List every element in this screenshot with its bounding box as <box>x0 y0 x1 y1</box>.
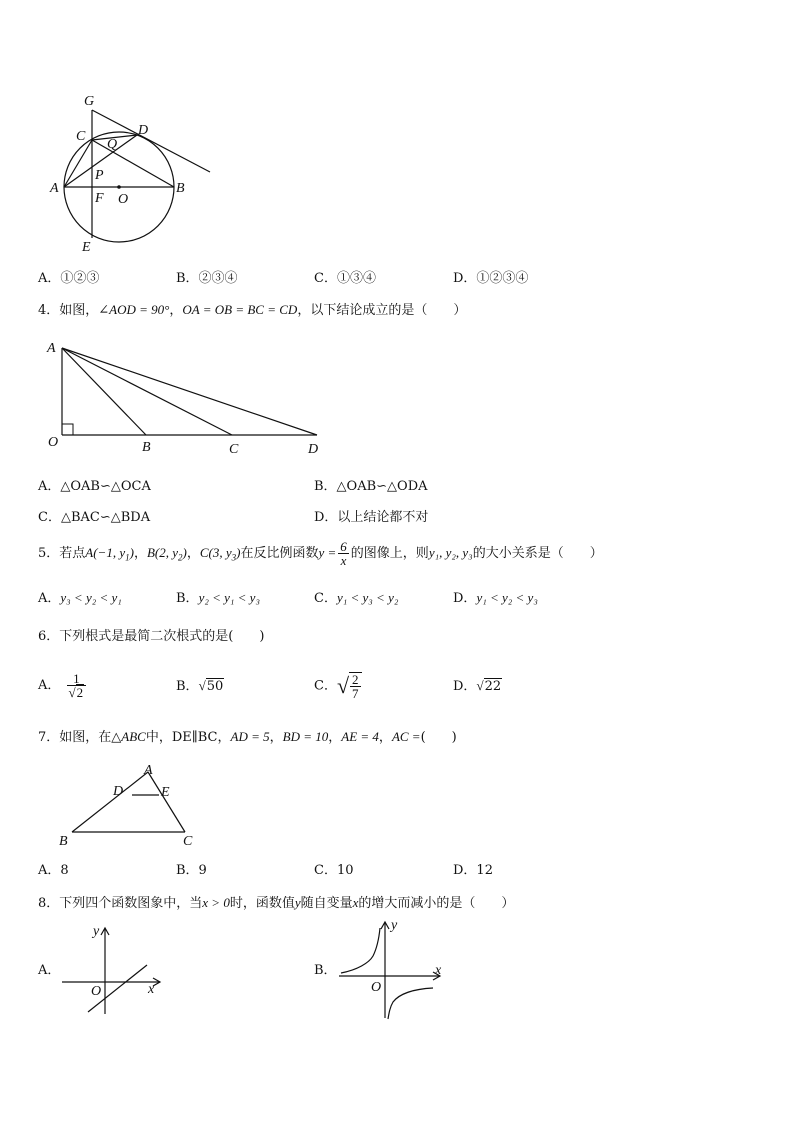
q8b-label-O: O <box>371 980 382 995</box>
q3-label-Q: Q <box>107 137 118 152</box>
q4-label-A: A <box>47 341 56 356</box>
q8a-label-O: O <box>91 984 102 999</box>
q3-label-A: A <box>50 181 59 196</box>
q3-label-D: D <box>138 123 149 138</box>
q6-option-a[interactable]: A． $\frac{1}{√2}$ <box>38 666 88 710</box>
q6-option-d[interactable]: D．√22 <box>453 678 502 694</box>
q5-sep-2: ， <box>186 546 200 561</box>
q8-option-a[interactable]: A． <box>38 963 61 978</box>
q4-option-c[interactable]: C．△BAC∽△BDA <box>38 510 151 525</box>
q7-label-C: C <box>183 834 193 849</box>
q4-sep: ， <box>169 303 183 318</box>
q4-tail: ，以下结论成立的是（ ） <box>297 303 467 318</box>
q4-option-d[interactable]: D．以上结论都不对 <box>314 510 429 525</box>
q4-label-B: B <box>142 440 151 455</box>
q4-label-D: D <box>308 442 319 457</box>
q6-stem: 6．下列根式是最简二次根式的是( ) <box>38 629 265 644</box>
q5-func: y = <box>318 545 337 560</box>
q7-triangle-figure <box>50 760 210 852</box>
q3-label-B: B <box>176 181 185 196</box>
q5-point-B: B(2, $y_2$) <box>146 545 187 563</box>
q8-graph-b[interactable] <box>335 918 450 1023</box>
q6-option-b[interactable]: B．√50 <box>176 678 224 694</box>
q5-stem <box>38 538 603 573</box>
q4-num: 4．如图， <box>38 303 99 318</box>
q5-vars: y₁, y₂, y₃ <box>428 545 473 560</box>
q3-option-a[interactable]: A．①②③ <box>38 271 100 286</box>
q4-stem <box>38 302 466 319</box>
q8-option-b[interactable]: B． <box>314 963 337 978</box>
q3-label-G: G <box>84 94 95 109</box>
q7-label-E: E <box>161 785 170 800</box>
q5-point-A: A(−1, $y_1$) <box>85 545 134 563</box>
q5-tail2: 的大小关系是（ ） <box>472 546 603 561</box>
q5-point-C: C(3, $y_3$) <box>199 545 241 563</box>
q7-stem: 7．如图，在△ABC中，DE∥BC，AD = 5，BD = 10，AE = 4，AC =( ) <box>38 729 457 745</box>
q3-option-c[interactable]: C．①③④ <box>314 271 376 286</box>
q5-sep-1: ， <box>133 546 147 561</box>
q5-tail1: 的图像上，则 <box>350 546 429 561</box>
q8b-label-y: y <box>391 918 398 933</box>
q5-option-b[interactable]: B．y₂ < y₁ < y₃ <box>176 590 260 606</box>
q7-option-d[interactable]: D．12 <box>453 863 493 878</box>
q6-b-radicand: 50 <box>206 679 224 694</box>
q3-circle-figure <box>45 88 220 258</box>
q3-label-E: E <box>82 240 91 255</box>
q8-graph-a[interactable] <box>60 922 170 1017</box>
q3-label-C: C <box>76 129 86 144</box>
q4-triangle-figure <box>42 338 332 460</box>
q7-option-c[interactable]: C．10 <box>314 863 354 878</box>
q4-option-a[interactable]: A．△OAB∽△OCA <box>38 479 151 494</box>
q7-label-D: D <box>113 784 124 799</box>
q4-option-b[interactable]: B．△OAB∽△ODA <box>314 479 428 494</box>
q4-label-C: C <box>229 442 239 457</box>
q4-cond-segments: OA = OB = BC = CD <box>182 302 298 317</box>
q3-option-d[interactable]: D．①②③④ <box>453 271 529 286</box>
q5-option-d[interactable]: D．y₁ < y₂ < y₃ <box>453 590 538 606</box>
q7-label-A: A <box>144 763 153 778</box>
q5-fraction: $\frac{6}{x}$ <box>340 539 347 568</box>
q7-option-a[interactable]: A．8 <box>38 863 69 878</box>
q6-option-c[interactable]: C．√ $\frac{2}{7}$ <box>314 666 364 710</box>
q3-label-O: O <box>118 192 129 207</box>
q3-label-P: P <box>95 168 104 183</box>
q5-option-c[interactable]: C．y₁ < y₃ < y₂ <box>314 590 399 606</box>
q7-label-B: B <box>59 834 68 849</box>
q8-stem: 8．下列四个函数图象中，当x > 0时，函数值y随自变量x的增大而减小的是（ ） <box>38 895 515 911</box>
q6-a-fraction: $\frac{1}{√2}$ <box>67 672 87 699</box>
q4-cond-angle: ∠AOD = 90° <box>98 302 170 317</box>
q5-mid: 在反比例函数 <box>240 546 319 561</box>
q5-num: 5．若点 <box>38 546 86 561</box>
q8b-label-x: x <box>435 963 442 978</box>
q8a-label-x: x <box>148 982 155 997</box>
q3-option-b[interactable]: B．②③④ <box>176 271 238 286</box>
q7-option-b[interactable]: B．9 <box>176 863 207 878</box>
q6-d-radicand: 22 <box>484 679 502 694</box>
q5-option-a[interactable]: A．y₃ < y₂ < y₁ <box>38 590 122 606</box>
q8a-label-y: y <box>93 924 100 939</box>
q6-c-fraction: $\frac{2}{7}$ <box>349 672 362 700</box>
q3-label-F: F <box>95 191 104 206</box>
q4-label-O: O <box>48 435 59 450</box>
